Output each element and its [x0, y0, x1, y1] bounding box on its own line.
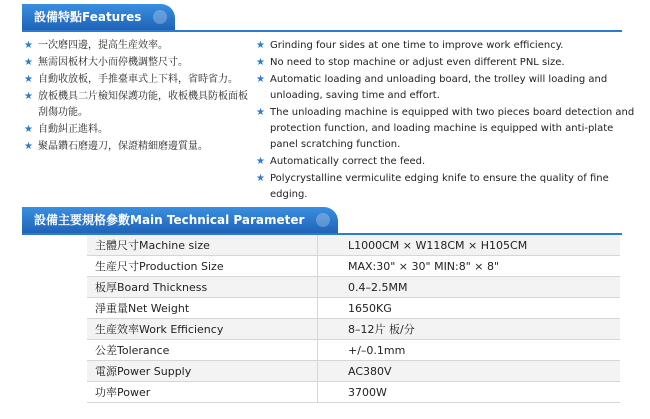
star-icon: ★ — [256, 74, 265, 85]
table-row — [87, 298, 620, 319]
feature-text-zh: 自動糾正進料。 — [38, 124, 108, 135]
feature-text-zh: 自動收放板，手推臺車式上下料，省時省力。 — [38, 74, 238, 85]
spec-label: 電源Power Supply — [87, 361, 318, 382]
feature-item-zh — [24, 139, 254, 155]
spec-value: 0.4–2.5MM — [318, 277, 621, 298]
table-row — [87, 361, 620, 382]
features-banner — [22, 4, 622, 32]
table-row — [87, 277, 620, 298]
feature-text-zh: 無需因板材大小而停機調整尺寸。 — [38, 57, 188, 68]
features-list-en — [256, 38, 640, 204]
star-icon: ★ — [24, 91, 33, 102]
feature-item-en — [256, 55, 640, 71]
feature-item-en — [256, 72, 640, 104]
spec-label: 主體尺寸Machine size — [87, 235, 318, 256]
specs-banner — [22, 207, 622, 235]
table-row — [87, 319, 620, 340]
feature-item-en — [256, 171, 640, 203]
specs-title: 設備主要規格參數Main Technical Parameter — [22, 207, 338, 233]
spec-value: 3700W — [318, 382, 621, 403]
feature-text-en: Grinding four sides at one time to improve work efficiency. — [270, 40, 564, 51]
table-row — [87, 256, 620, 277]
feature-text-zh: 放板機具二片檢知保護功能，收板機具防板面板刮傷功能。 — [38, 91, 248, 118]
table-row — [87, 340, 620, 361]
spec-value: AC380V — [318, 361, 621, 382]
star-icon: ★ — [256, 40, 265, 51]
feature-item-en — [256, 105, 640, 153]
star-icon: ★ — [256, 156, 265, 167]
feature-item-zh — [24, 122, 254, 138]
feature-text-zh: 一次磨四邊，提高生産效率。 — [38, 40, 168, 51]
star-icon: ★ — [256, 173, 265, 184]
spec-label: 板厚Board Thickness — [87, 277, 318, 298]
spec-label: 生産效率Work Efficiency — [87, 319, 318, 340]
feature-item-zh — [24, 38, 254, 54]
feature-item-zh — [24, 55, 254, 71]
feature-text-en: The unloading machine is equipped with two pieces board detection and protection function, and loading machine is equipped with anti-plate panel scratching function. — [270, 107, 635, 150]
star-icon: ★ — [256, 107, 265, 118]
table-row — [87, 235, 620, 256]
star-icon: ★ — [24, 74, 33, 85]
features-list-zh — [24, 38, 254, 156]
spec-value: MAX:30" × 30" MIN:8" × 8" — [318, 256, 621, 277]
feature-text-en: Automatic loading and unloading board, the trolley will loading and unloading, saving time and effort. — [270, 74, 608, 101]
feature-text-en: Automatically correct the feed. — [270, 156, 426, 167]
feature-text-en: No need to stop machine or adjust even different PNL size. — [270, 57, 565, 68]
feature-item-zh — [24, 72, 254, 88]
feature-item-zh — [24, 89, 254, 121]
spec-value: L1000CM × W118CM × H105CM — [318, 235, 621, 256]
spec-label: 公差Tolerance — [87, 340, 318, 361]
star-icon: ★ — [24, 57, 33, 68]
star-icon: ★ — [24, 124, 33, 135]
star-icon: ★ — [24, 141, 33, 152]
table-row — [87, 382, 620, 403]
feature-item-en — [256, 154, 640, 170]
spec-value: +/–0.1mm — [318, 340, 621, 361]
feature-item-en — [256, 38, 640, 54]
spec-label: 淨重量Net Weight — [87, 298, 318, 319]
feature-text-en: Polycrystalline vermiculite edging knife to ensure the quality of fine edging. — [270, 173, 609, 200]
spec-value: 8–12片 板/分 — [318, 319, 621, 340]
features-title: 設備特點Features — [22, 4, 175, 30]
spec-table — [87, 235, 620, 403]
spec-value: 1650KG — [318, 298, 621, 319]
star-icon: ★ — [24, 40, 33, 51]
star-icon: ★ — [256, 57, 265, 68]
feature-text-zh: 聚晶鑽石磨邊刀，保證精細磨邊質量。 — [38, 141, 208, 152]
spec-label: 生産尺寸Production Size — [87, 256, 318, 277]
spec-label: 功率Power — [87, 382, 318, 403]
